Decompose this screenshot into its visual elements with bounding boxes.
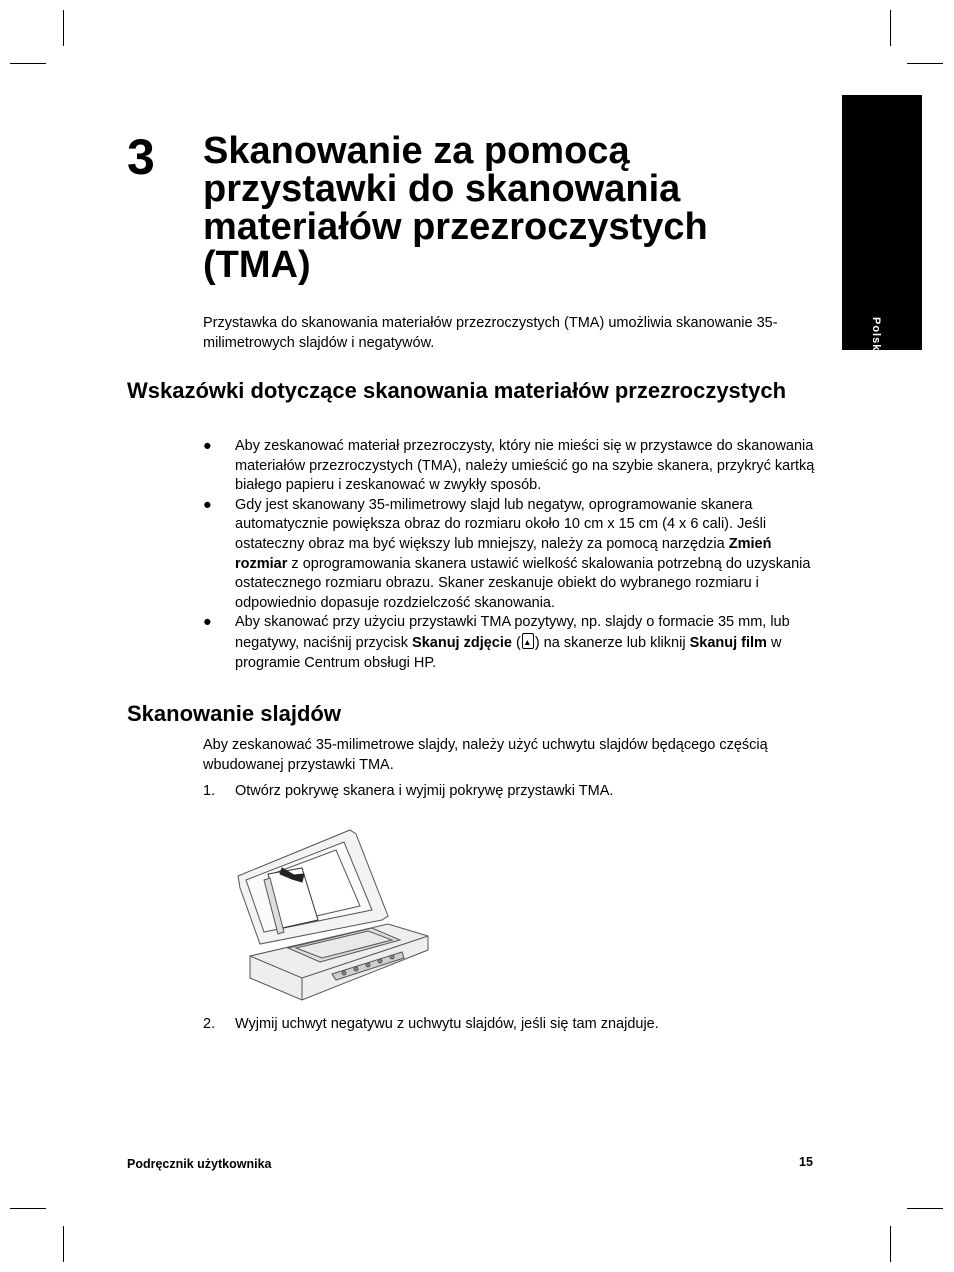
list-item-text: Aby zeskanować materiał przezroczysty, który nie mieści się w przystawce do skanowania materiałów przezroczystych (TMA), należy umieścić go na szybie skanera, przykryć kartką białego papieru i zeskanować w zwykły sposób. [235, 438, 815, 494]
chapter-number: 3 [127, 129, 155, 185]
section-heading-tips: Wskazówki dotyczące skanowania materiałów przezroczystych [127, 378, 787, 403]
crop-mark [10, 63, 46, 64]
list-item-text: Aby skanować przy użyciu przystawki TMA pozytywy, np. slajdy o formacie 35 mm, lub negatywy, naciśnij przycisk [235, 614, 790, 651]
list-item-text: ) na skanerze lub kliknij [534, 634, 690, 651]
step-text: Otwórz pokrywę skanera i wyjmij pokrywę przystawki TMA. [235, 783, 614, 799]
crop-mark [890, 1226, 891, 1262]
button-name-scan-photo: Skanuj zdjęcie [412, 634, 512, 651]
step-text: Wyjmij uchwyt negatywu z uchwytu slajdów, jeśli się tam znajduje. [235, 1016, 659, 1032]
bullet-icon: ● [203, 438, 212, 454]
crop-mark [63, 1226, 64, 1262]
tool-name-resize: Zmień rozmiar [235, 535, 772, 572]
scanner-illustration [232, 828, 432, 1008]
crop-mark [890, 10, 891, 46]
chapter-title: Skanowanie za pomocą przystawki do skanowania materiałów przezroczystych (TMA) [203, 130, 708, 286]
list-item-text: Gdy jest skanowany 35-milimetrowy slajd lub negatyw, oprogramowanie skanera automatycznie powiększa obraz do rozmiaru około 10 cm x 15 cm (4 x 6 cali). Jeśli ostateczny obraz ma być większy lub mniejszy, należy za pomocą narzędzia [235, 496, 767, 552]
bullet-icon: ● [203, 496, 212, 513]
tips-list [203, 437, 823, 673]
page-number: 15 [799, 1155, 813, 1169]
footer-title: Podręcznik użytkownika [127, 1157, 272, 1171]
step-number: 1. [203, 783, 216, 799]
crop-mark [10, 1208, 46, 1209]
crop-mark [907, 1208, 943, 1209]
language-tab-label: Polski [870, 317, 882, 356]
list-item-text: w programie Centrum obsługi HP. [235, 634, 782, 671]
crop-mark [907, 63, 943, 64]
chapter-intro: Przystawka do skanowania materiałów przezroczystych (TMA) umożliwia skanowanie 35-milimetrowych slajdów i negatywów. [203, 315, 778, 351]
list-item-text: z oprogramowania skanera ustawić wielkość skalowania potrzebną do uzyskania ostatecznego rozmiaru obrazu. Skaner zeskanuje obiekt do wybranego rozmiaru i odpowiednio dopasuje rozdzielczość skanowania. [235, 555, 811, 611]
language-tab [842, 95, 922, 356]
button-name-scan-film: Skanuj film [689, 634, 767, 651]
list-item [203, 437, 823, 496]
scan-photo-icon [522, 633, 534, 649]
crop-mark [63, 10, 64, 46]
slides-intro: Aby zeskanować 35-milimetrowe slajdy, należy użyć uchwytu slajdów będącego częścią wbudowanej przystawki TMA. [203, 737, 768, 773]
section-heading-slides: Skanowanie slajdów [127, 701, 341, 726]
bullet-icon: ● [203, 614, 212, 631]
list-item [203, 613, 823, 673]
step-number: 2. [203, 1016, 216, 1032]
list-item-text: ( [511, 634, 521, 651]
list-item [203, 496, 823, 614]
